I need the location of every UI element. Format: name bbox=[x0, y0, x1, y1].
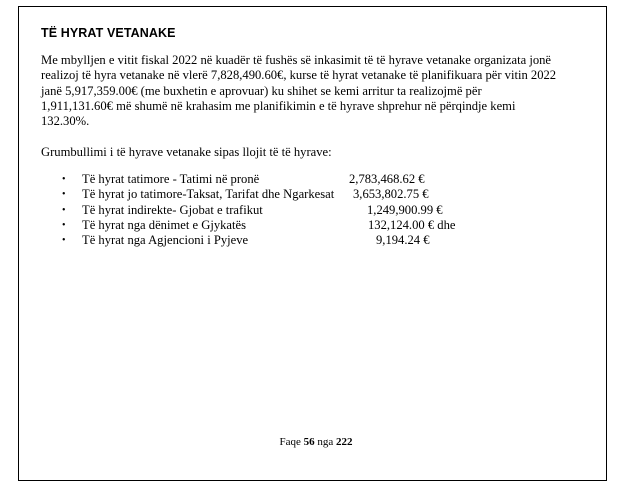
item-amount: 3,653,802.75 € bbox=[353, 187, 429, 202]
paragraph-line: janë 5,917,359.00€ (me buxhetin e aprovuar) ku shihet se kemi arritur ta realizojmë për bbox=[41, 83, 482, 98]
bullet-icon: • bbox=[62, 189, 66, 201]
paragraph-line: Me mbylljen e vitit fiskal 2022 në kuadër të fushës së inkasimit të të hyrave vetanake organizata jonë bbox=[41, 53, 552, 67]
footer-prefix: Faqe bbox=[279, 436, 301, 448]
paragraph-line: realizoj të hyra vetanake në vlerë 7,828,490.60€, kurse të hyrat vetanake të planifikuara për vitin 2022 bbox=[41, 68, 557, 83]
footer-page-number: 56 bbox=[303, 436, 315, 448]
item-label: Të hyrat jo tatimore-Taksat, Tarifat dhe Ngarkesat bbox=[82, 187, 335, 202]
item-label: Të hyrat indirekte- Gjobat e trafikut bbox=[82, 202, 263, 217]
bullet-icon: • bbox=[62, 204, 66, 216]
item-amount: 2,783,468.62 € bbox=[349, 172, 425, 186]
paragraph-line: 132.30%. bbox=[41, 114, 90, 129]
bullet-icon: • bbox=[62, 174, 66, 185]
footer-total-pages: 222 bbox=[336, 436, 353, 448]
bullet-icon: • bbox=[62, 235, 66, 247]
bullet-icon: • bbox=[62, 219, 66, 231]
item-amount: 9,194.24 € bbox=[376, 233, 430, 248]
paragraph-line: 1,911,131.60€ më shumë në krahasim me planifikimin e të hyrave shprehur në përqindje kemi bbox=[41, 98, 516, 113]
item-label: Të hyrat nga dënimet e Gjykatës bbox=[82, 217, 247, 232]
item-label: Të hyrat tatimore - Tatimi në pronë bbox=[82, 172, 260, 186]
page-footer bbox=[0, 436, 632, 448]
summary-paragraph bbox=[41, 53, 593, 129]
footer-middle: nga bbox=[317, 436, 334, 448]
item-amount: 132,124.00 € dhe bbox=[368, 217, 456, 232]
section-heading: TË HYRAT VETANAKE bbox=[41, 26, 176, 40]
item-amount: 1,249,900.99 € bbox=[367, 202, 443, 217]
item-label: Të hyrat nga Agjencioni i Pyjeve bbox=[82, 233, 249, 248]
list-intro: Grumbullimi i të hyrave vetanake sipas llojit të të hyrave: bbox=[41, 145, 332, 159]
